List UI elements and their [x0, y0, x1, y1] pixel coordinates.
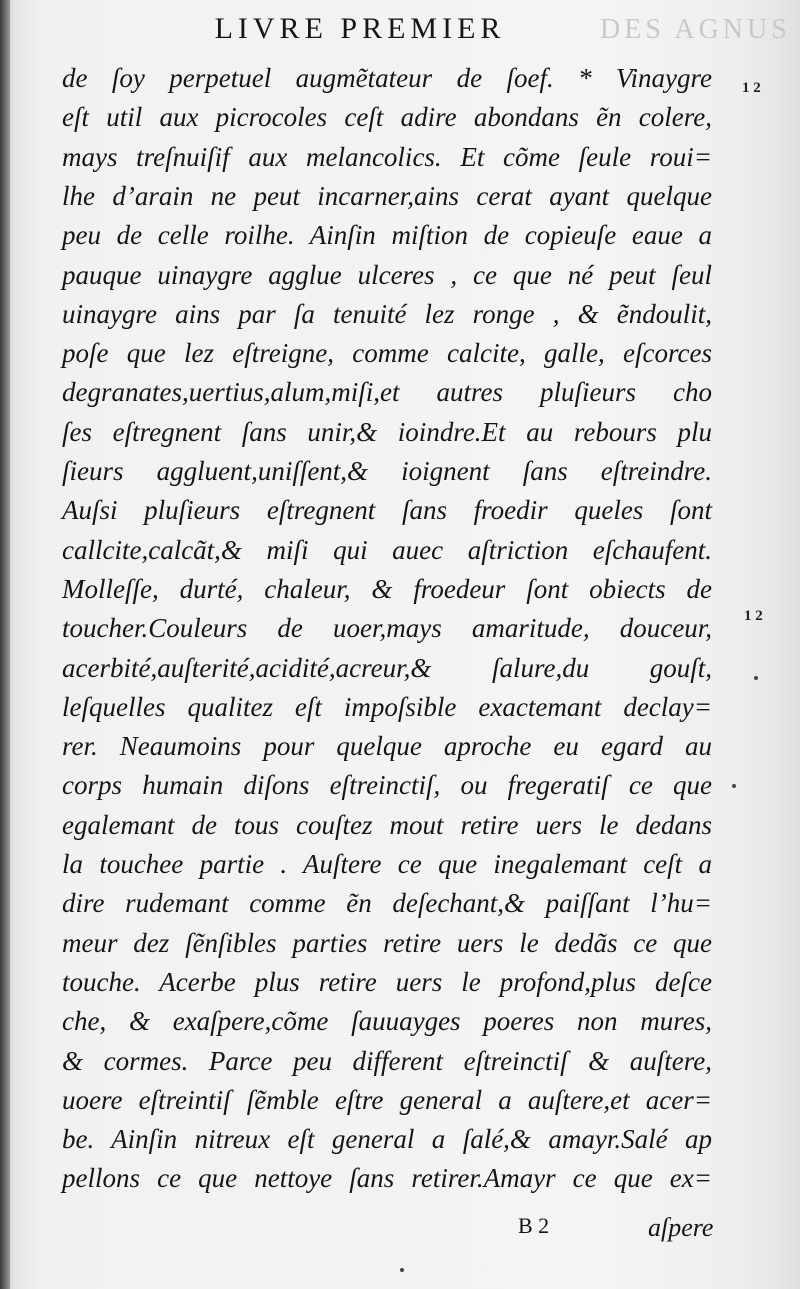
text-line: leſquelles qualitez eſt impoſsible exactemant declay= [62, 691, 712, 722]
bleed-through-heading: DES AGNUS [600, 14, 791, 45]
text-line: lhe d’arain ne peut incarner,ains cerat ayant quelque [62, 180, 712, 211]
ink-speck [754, 676, 758, 680]
text-line: ſieurs aggluent,uniſſent,& ioignent ſans eſtreindre. [62, 456, 712, 486]
text-line: rer. Neaumoins pour quelque aproche eu egard au [62, 731, 712, 762]
text-line: mays treſnuiſif aux melancolics. Et cõme ſeule roui= [62, 141, 712, 172]
text-line: meur dez ſẽnſibles parties retire uers le dedãs ce que [62, 927, 712, 958]
marginal-note-mid: 1 2 [744, 608, 763, 624]
text-line: eſt util aux picrocoles ceſt adire abondans ẽn colere, [62, 102, 712, 133]
marginal-note-top: 1 2 [742, 80, 761, 96]
text-line: poſe que lez eſtreigne, comme calcite, galle, eſcorces [62, 338, 712, 369]
text-line: callcite,calcãt,& miſi qui auec aſtriction eſchaufent. [62, 534, 712, 565]
text-line: corps humain diſons eſtreinctiſ, ou fregeratiſ ce que [62, 770, 712, 801]
text-line: dire rudemant comme ẽn deſechant,& paiſſant l’hu= [62, 888, 712, 919]
text-line: Molleſſe, durté, chaleur, & froedeur ſont obiects de [62, 573, 712, 604]
running-head: LIVRE PREMIER [214, 12, 506, 45]
text-line: & cormes. Parce peu different eſtreinctiſ & auſtere, [62, 1045, 712, 1076]
text-line: peu de celle roilhe. Ainſin miſtion de copieuſe eaue a [62, 220, 712, 251]
text-line: Auſsi pluſieurs eſtregnent ſans froedir queles ſont [62, 495, 712, 526]
text-line: egalemant de tous couſtez mout retire uers le dedans [62, 809, 712, 840]
text-line: la touchee partie . Auſtere ce que inegalemant ceſt a [62, 849, 712, 879]
text-line: uinaygre ains par ſa tenuité lez ronge , & ẽndoulit, [62, 298, 712, 329]
text-line: pellons ce que nettoye ſans retirer.Amayr ce que ex= [62, 1163, 712, 1194]
text-line: be. Ainſin nitreux eſt general a ſalé,& amayr.Salé ap [62, 1124, 712, 1155]
text-line: ſes eſtregnent ſans unir,& ioindre.Et au rebours plu [62, 416, 712, 447]
text-line: toucher.Couleurs de uoer,mays amaritude, douceur, [62, 613, 712, 644]
text-line: degranates,uertius,alum,miſi,et autres pluſieurs cho [62, 377, 712, 408]
gutter-shadow [0, 0, 10, 1289]
catchword: aſpere [648, 1213, 714, 1242]
text-line: touche. Acerbe plus retire uers le profond,plus deſce [62, 966, 712, 997]
text-line: acerbité,auſterité,acidité,acreur,& ſalure,du gouſt, [62, 652, 712, 683]
ink-speck [732, 784, 736, 788]
text-line: che, & exaſpere,cõme ſauuayges poeres non mures, [62, 1006, 712, 1037]
text-line: pauque uinaygre agglue ulceres , ce que né peut ſeul [62, 259, 712, 290]
text-line: uoere eſtreintiſ ſẽmble eſtre general a auſtere,et acer= [62, 1084, 712, 1115]
signature-mark: B 2 [518, 1213, 550, 1238]
ink-speck [400, 1268, 404, 1272]
text-line: de ſoy perpetuel augmẽtateur de ſoef. * Vinaygre [62, 63, 712, 93]
